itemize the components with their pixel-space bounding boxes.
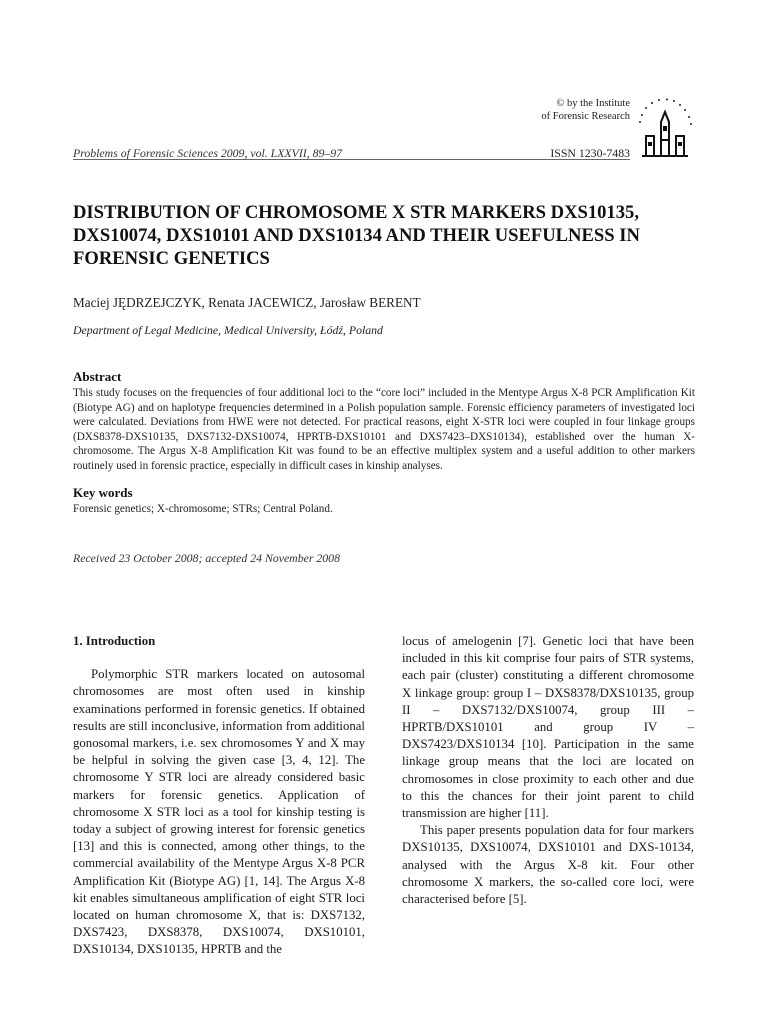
keywords-heading: Key words xyxy=(73,485,133,500)
keywords-text: Forensic genetics; X-chromosome; STRs; Central Poland. xyxy=(73,503,333,515)
copyright-notice xyxy=(541,97,630,123)
abstract-text: This study focuses on the frequencies of four additional loci to the “core loci” included in the Mentype Argus X-8 PCR Amplification Kit (Biotype AG) and on haplotype frequencies determined in a Polish population sample. Forensic efficiency parameters of investigated loci were calculated. Deviations from HWE were not detected. For practical reasons, eight X-STR loci were coupled in four linkage groups (DXS8378-DXS10135, DXS7132-DXS10074, HPRTB-DXS10101 and DXS7423–DXS10134), established over the human X-chromosome. The Argus X-8 Amplification Kit was found to be an effective multiplex system and a useful addition to other markers routinely used in forensic practice, especially in difficult cases in kinship analyses. xyxy=(73,387,695,472)
author-list: Maciej JĘDRZEJCZYK, Renata JACEWICZ, Jarosław BERENT xyxy=(73,295,421,310)
journal-citation: Problems of Forensic Sciences 2009, vol. LXXVII, 89–97 xyxy=(73,146,343,160)
header-rule xyxy=(73,159,630,160)
intro-paragraph-1: Polymorphic STR markers located on autosomal chromosomes are most often used in kinship examinations performed in forensic genetics. If obtained results are still inconclusive, information from additional gonosomal markers, i.e. sex chromosomes Y and X may be helpful in solving the given case [3, 4, 12]. The chromosome Y STR loci are already considered basic markers for forensic genetics. Application of chromosome X STR loci as a tool for kinship testing is today a subject of growing interest for forensic genetics [13] and this is connected, among other things, to the commercial availability of the Mentype Argus X-8 PCR Amplification Kit (Biotype AG) [1, 14]. The Argus X-8 kit enables simultaneous amplification of eight STR loci located on human chromosome X, that is: DXS7132, DXS7423, DXS8378, DXS10074, DXS10101, DXS10134, DXS10135, HPRTB and the xyxy=(73,667,365,957)
issn-number: ISSN 1230-7483 xyxy=(550,146,630,160)
intro-paragraph-2: This paper presents population data for four markers DXS10135, DXS10074, DXS10101 and DXS-10134, analysed with the Argus X-8 kit. Four other chromosome X markers, the so-called core loci, were characterised before [5]. xyxy=(402,823,694,907)
section-heading-introduction: 1. Introduction xyxy=(73,634,156,648)
intro-paragraph-continued: locus of amelogenin [7]. Genetic loci that have been included in this kit comprise four pairs of STR systems, each pair (cluster) constituting a different chromosome X linkage group: group I – DXS8378/DXS10135, group II – DXS7132/DXS10074, group III – HPRTB/DXS10101 and group IV – DXS7423/DXS10134 [10]. Participation in the same linkage group means that the loci are located on chromosomes in close proximity to each other and due to this the chances for their joint parent to child transmission are higher [11]. xyxy=(402,634,694,821)
institute-emblem-icon xyxy=(634,96,696,158)
copyright-line-1: © by the Institute xyxy=(556,98,630,109)
received-dates: Received 23 October 2008; accepted 24 November 2008 xyxy=(73,551,340,565)
copyright-line-2: of Forensic Research xyxy=(541,111,630,122)
right-column xyxy=(402,633,694,908)
author-affiliation: Department of Legal Medicine, Medical University, Łódź, Poland xyxy=(73,323,383,337)
left-column xyxy=(73,633,365,959)
article-title: DISTRIBUTION OF CHROMOSOME X STR MARKERS DXS10135, DXS10074, DXS10101 AND DXS10134 AND THEIR USEFULNESS IN FORENSIC GENETICS xyxy=(73,202,640,269)
abstract-heading: Abstract xyxy=(73,369,122,384)
